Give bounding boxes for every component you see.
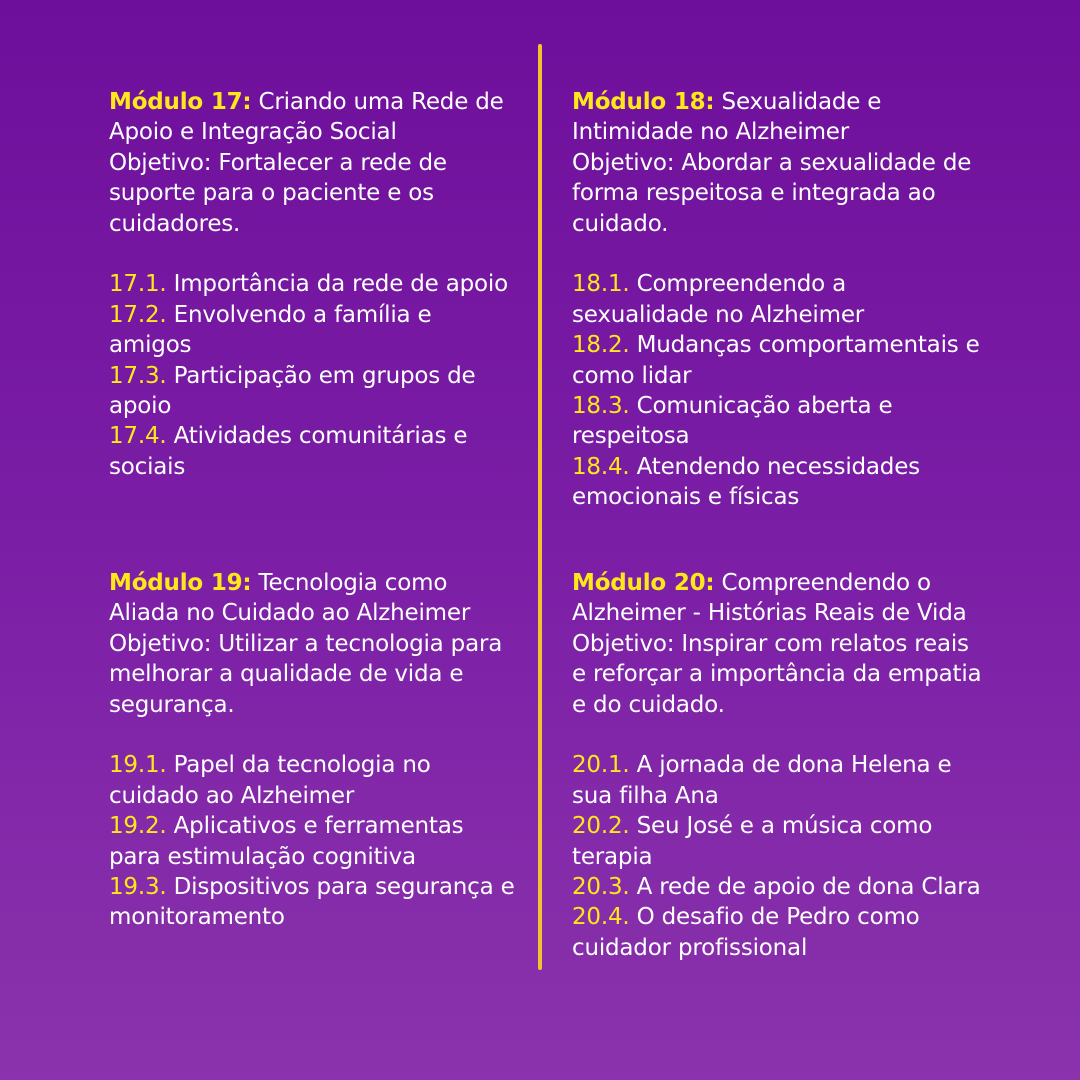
list-item — [109, 811, 519, 872]
list-item — [572, 330, 982, 391]
module-19 — [109, 568, 519, 933]
item-text: Participação em grupos de apoio — [109, 362, 476, 420]
item-text: Atendendo necessidades emocionais e físicas — [572, 453, 920, 511]
module-17-objective: Objetivo: Fortalecer a rede de suporte para o paciente e os cuidadores. — [109, 149, 447, 237]
module-20-prefix: Módulo 20: — [572, 570, 715, 596]
item-number: 20.2. — [572, 813, 630, 840]
item-text: Importância da rede de apoio — [166, 271, 508, 298]
list-item — [109, 300, 519, 361]
item-number: 18.2. — [572, 332, 630, 359]
module-20-heading — [572, 568, 982, 629]
list-item — [572, 811, 982, 872]
list-item — [572, 902, 982, 963]
item-number: 20.4. — [572, 904, 630, 931]
item-number: 20.1. — [572, 752, 630, 779]
module-18-prefix: Módulo 18: — [572, 89, 715, 115]
module-20 — [572, 568, 982, 963]
item-text: A jornada de dona Helena e sua filha Ana — [572, 752, 952, 809]
list-item — [109, 361, 519, 422]
module-17-prefix: Módulo 17: — [109, 89, 252, 115]
item-number: 17.2. — [109, 301, 167, 328]
list-item — [572, 269, 982, 330]
item-text: A rede de apoio de dona Clara — [629, 874, 981, 901]
item-text: Atividades comunitárias e sociais — [109, 423, 468, 480]
item-number: 19.1. — [109, 752, 167, 779]
list-item — [109, 421, 519, 482]
list-item — [572, 872, 982, 902]
module-20-objective: Objetivo: Inspirar com relatos reais e reforçar a importância da empatia e do cuidado. — [572, 630, 982, 718]
item-text: Envolvendo a família e amigos — [109, 301, 432, 359]
item-number: 17.4. — [109, 423, 167, 450]
module-17-heading — [109, 87, 519, 148]
module-19-prefix: Módulo 19: — [109, 570, 252, 596]
item-text: Compreendendo a sexualidade no Alzheimer — [572, 271, 865, 328]
module-19-heading — [109, 568, 519, 629]
item-text: Dispositivos para segurança e monitoramento — [109, 874, 515, 931]
module-18 — [572, 87, 982, 513]
module-19-objective: Objetivo: Utilizar a tecnologia para melhorar a qualidade de vida e segurança. — [109, 630, 503, 718]
item-text: O desafio de Pedro como cuidador profissional — [572, 904, 920, 961]
list-item — [109, 872, 519, 933]
list-item — [572, 750, 982, 811]
module-18-objective: Objetivo: Abordar a sexualidade de forma respeitosa e integrada ao cuidado. — [572, 149, 972, 237]
module-18-heading — [572, 87, 982, 148]
module-19-title: Tecnologia como Aliada no Cuidado ao Alzheimer — [109, 570, 471, 627]
item-text: Papel da tecnologia no cuidado ao Alzheimer — [109, 752, 431, 809]
item-number: 17.1. — [109, 271, 167, 298]
item-number: 20.3. — [572, 874, 630, 901]
column-divider — [538, 44, 542, 970]
item-text: Seu José e a música como terapia — [572, 813, 933, 870]
list-item — [572, 391, 982, 452]
list-item — [109, 269, 519, 299]
list-item — [109, 750, 519, 811]
item-number: 19.3. — [109, 874, 167, 901]
item-text: Comunicação aberta e respeitosa — [572, 393, 893, 450]
module-17-title: Criando uma Rede de Apoio e Integração Social — [109, 89, 504, 146]
item-number: 18.1. — [572, 271, 630, 298]
item-number: 18.4. — [572, 453, 630, 480]
item-text: Mudanças comportamentais e como lidar — [572, 332, 980, 389]
item-number: 17.3. — [109, 362, 167, 389]
module-18-title: Sexualidade e Intimidade no Alzheimer — [572, 89, 882, 146]
item-number: 18.3. — [572, 393, 630, 420]
item-number: 19.2. — [109, 813, 167, 840]
module-17 — [109, 87, 519, 482]
module-20-title: Compreendendo o Alzheimer - Histórias Reais de Vida — [572, 570, 967, 627]
list-item — [572, 452, 982, 513]
item-text: Aplicativos e ferramentas para estimulação cognitiva — [109, 813, 464, 870]
